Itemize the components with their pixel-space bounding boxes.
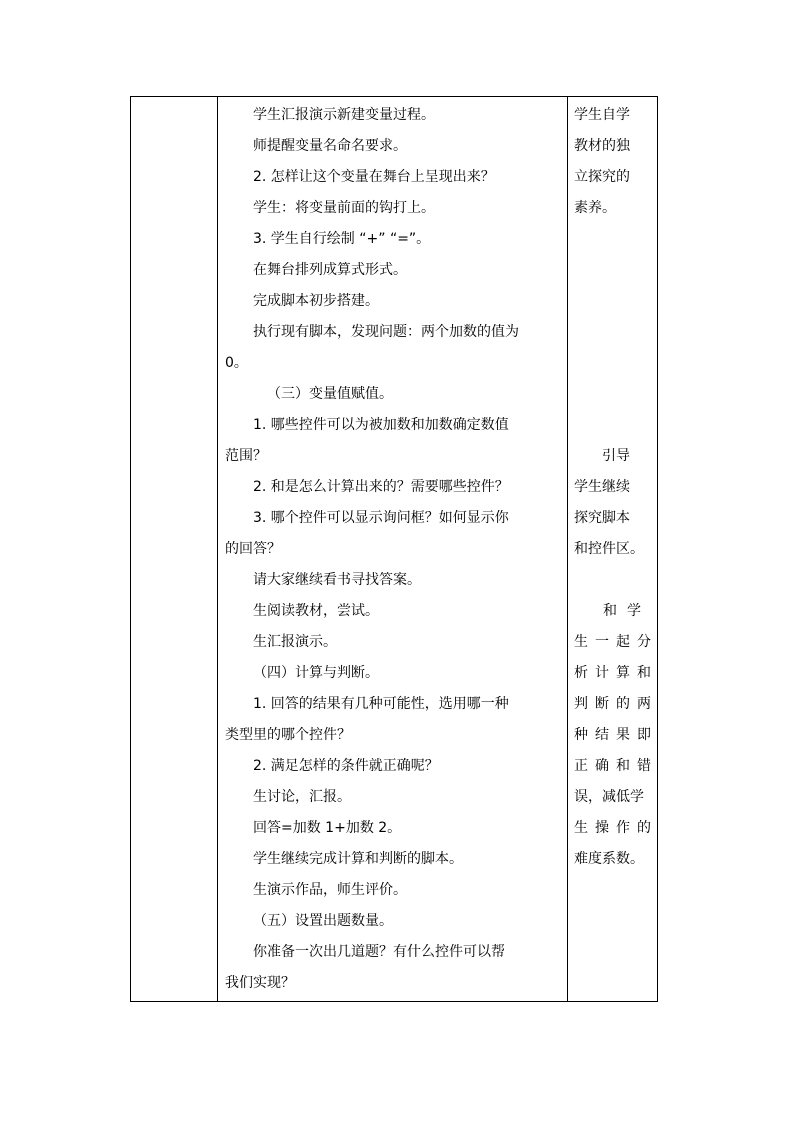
process-line: 0。	[225, 355, 248, 371]
intent-line: 生一起分	[574, 634, 651, 650]
process-line: 请大家继续看书寻找答案。	[253, 572, 421, 588]
intent-line: 析计算和	[574, 665, 651, 681]
process-line: 2. 满足怎样的条件就正确呢？	[253, 758, 439, 774]
intent-spacer	[574, 224, 651, 441]
process-line: 你准备一次出几道题？有什么控件可以帮	[253, 944, 505, 960]
intent-line: 误，减低学	[574, 789, 644, 805]
process-line: 2. 怎样让这个变量在舞台上呈现出来？	[253, 169, 495, 185]
teaching-process-cell	[218, 97, 568, 1002]
process-line: 在舞台排列成算式形式。	[253, 262, 407, 278]
process-line: 学生汇报演示新建变量过程。	[253, 107, 435, 123]
process-line: 学生继续完成计算和判断的脚本。	[253, 851, 463, 867]
left-empty-cell	[131, 97, 218, 1002]
intent-line: 引导	[602, 448, 630, 464]
lesson-plan-table	[130, 96, 658, 1002]
intent-line: 学生自学	[574, 107, 630, 123]
process-line: 执行现有脚本，发现问题：两个加数的值为	[253, 324, 519, 340]
design-intent-cell	[568, 97, 658, 1002]
section-heading: （五）设置出题数量。	[253, 913, 393, 929]
section-heading: （三）变量值赋值。	[267, 386, 393, 402]
intent-line: 探究脚本	[574, 510, 630, 526]
process-line: 生阅读教材，尝试。	[253, 603, 379, 619]
intent-line: 生操作的	[574, 820, 651, 836]
process-line: 3. 学生自行绘制 “+” “=”。	[253, 231, 431, 247]
process-line: 回答=加数 1+加数 2。	[253, 820, 402, 836]
process-line: 生汇报演示。	[253, 634, 337, 650]
process-line: 的回答？	[225, 541, 281, 557]
process-line: 学生：将变量前面的钩打上。	[253, 200, 435, 216]
table-row	[131, 97, 658, 1002]
intent-line: 和学	[603, 603, 651, 619]
intent-line: 判断的两	[574, 696, 651, 712]
process-line: 生演示作品，师生评价。	[253, 882, 407, 898]
section-heading: （四）计算与判断。	[253, 665, 379, 681]
intent-line: 难度系数。	[574, 851, 644, 867]
process-line: 3. 哪个控件可以显示询问框？如何显示你	[253, 510, 509, 526]
intent-line: 立探究的	[574, 169, 630, 185]
process-line: 1. 哪些控件可以为被加数和加数确定数值	[253, 417, 509, 433]
process-line: 2. 和是怎么计算出来的？需要哪些控件？	[253, 479, 509, 495]
process-line: 范围？	[225, 448, 267, 464]
intent-line: 和控件区。	[574, 541, 644, 557]
process-line: 完成脚本初步搭建。	[253, 293, 379, 309]
intent-line: 素养。	[574, 200, 616, 216]
intent-spacer	[574, 565, 651, 596]
process-line: 1. 回答的结果有几种可能性，选用哪一种	[253, 696, 509, 712]
process-line: 我们实现？	[225, 975, 295, 991]
intent-line: 学生继续	[574, 479, 630, 495]
process-line: 类型里的哪个控件？	[225, 727, 351, 743]
intent-line: 正确和错	[574, 758, 651, 774]
process-line: 师提醒变量名命名要求。	[253, 138, 407, 154]
process-line: 生讨论，汇报。	[253, 789, 351, 805]
intent-line: 教材的独	[574, 138, 630, 154]
intent-line: 种结果即	[574, 727, 651, 743]
